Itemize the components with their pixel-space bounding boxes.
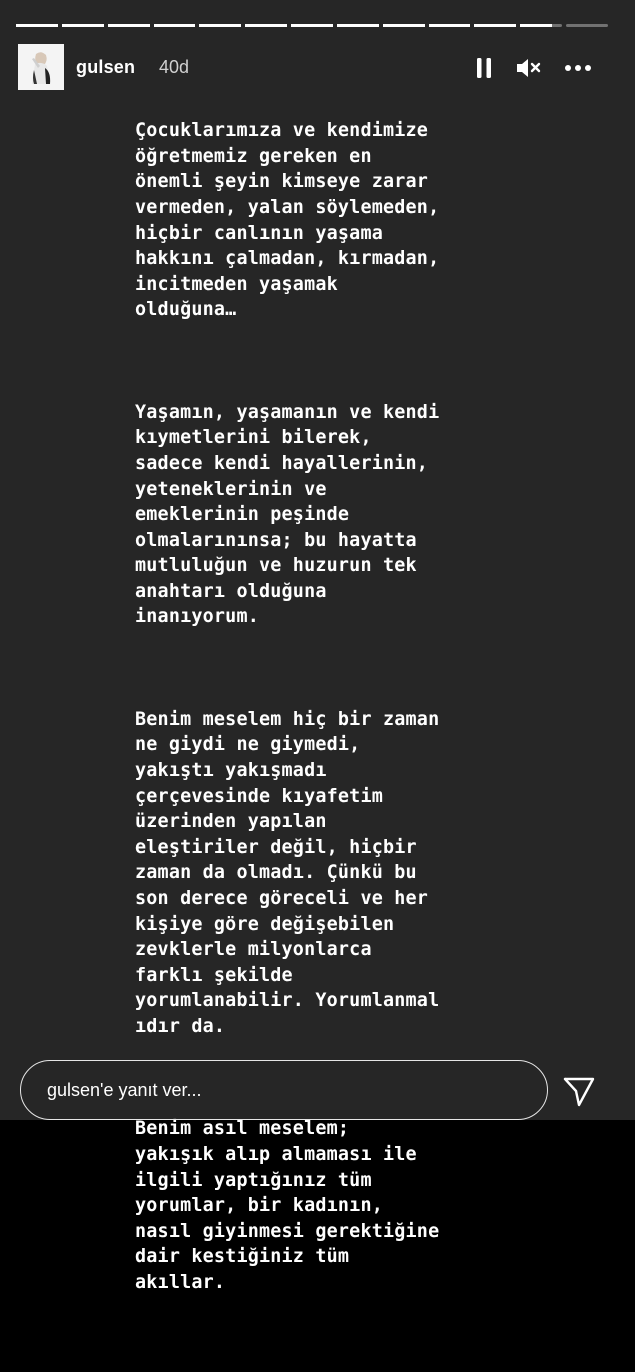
progress-segment [337,24,379,27]
story-progress-bar [16,24,608,27]
progress-segment [245,24,287,27]
progress-segment-fill [474,24,516,27]
progress-segment [566,24,608,27]
username[interactable]: gulsen [76,57,136,77]
send-button[interactable] [562,1074,596,1108]
send-icon [562,1074,596,1108]
progress-segment-fill [337,24,379,27]
progress-segment [154,24,196,27]
avatar-image [18,44,64,90]
story-paragraph-3: Benim meselem hiç bir zaman ne giydi ne giymedi, yakıştı yakışmadı çerçevesinde kıyafetim üzerinden yapılan eleştiriler değil, hiçbir zaman da olmadı. Çünkü bu son derece göreceli ve her kişiye göre değişebilen zevklerle milyonlarca farklı şekilde yorumlanabilir. Yorumlanmal ıdır da. [135,708,440,1037]
progress-segment [383,24,425,27]
story-paragraph-1: Çocuklarımıza ve kendimize öğretmemiz gereken en önemli şeyin kimseye zarar vermeden, yalan söylemeden, hiçbir canlının yaşama hakkını çalmadan, kırmadan, incitmeden yaşamak olduğuna… [135,120,440,321]
reply-input[interactable] [20,1060,548,1120]
progress-segment [199,24,241,27]
progress-segment-fill [199,24,241,27]
progress-segment [108,24,150,27]
progress-segment [520,24,562,27]
progress-segment [62,24,104,27]
story-text [135,67,515,1372]
story-paragraph-4: Benim asıl meselem; yakışık alıp almaması ile ilgili yaptığınız tüm yorumlar, bir kadının, nasıl giyinmesi gerektiğine dair kestiğiniz tüm akıllar. [135,1118,440,1293]
progress-segment [429,24,471,27]
progress-segment-fill [429,24,471,27]
mute-button[interactable] [514,54,542,82]
progress-segment-fill [245,24,287,27]
more-horizontal-icon [564,54,592,82]
progress-segment [474,24,516,27]
progress-segment-fill [62,24,104,27]
progress-segment-fill [108,24,150,27]
progress-segment [291,24,333,27]
more-options-button[interactable] [564,54,592,82]
progress-segment-fill [16,24,58,27]
reply-bar [0,1020,635,1120]
progress-segment [16,24,58,27]
progress-segment-fill [154,24,196,27]
speaker-muted-icon [514,54,542,82]
post-time: 40d [159,57,190,77]
progress-segment-fill [291,24,333,27]
progress-segment-fill [383,24,425,27]
story-paragraph-2: Yaşamın, yaşamanın ve kendi kıymetlerini bilerek, sadece kendi hayallerinin, yeteneklerinin ve emeklerinin peşinde olmalarınınsa; bu hayatta mutluluğun ve huzurun tek anahtarı olduğuna inanıyorum. [135,401,440,628]
progress-segment-fill [520,24,551,27]
avatar[interactable] [18,44,64,90]
